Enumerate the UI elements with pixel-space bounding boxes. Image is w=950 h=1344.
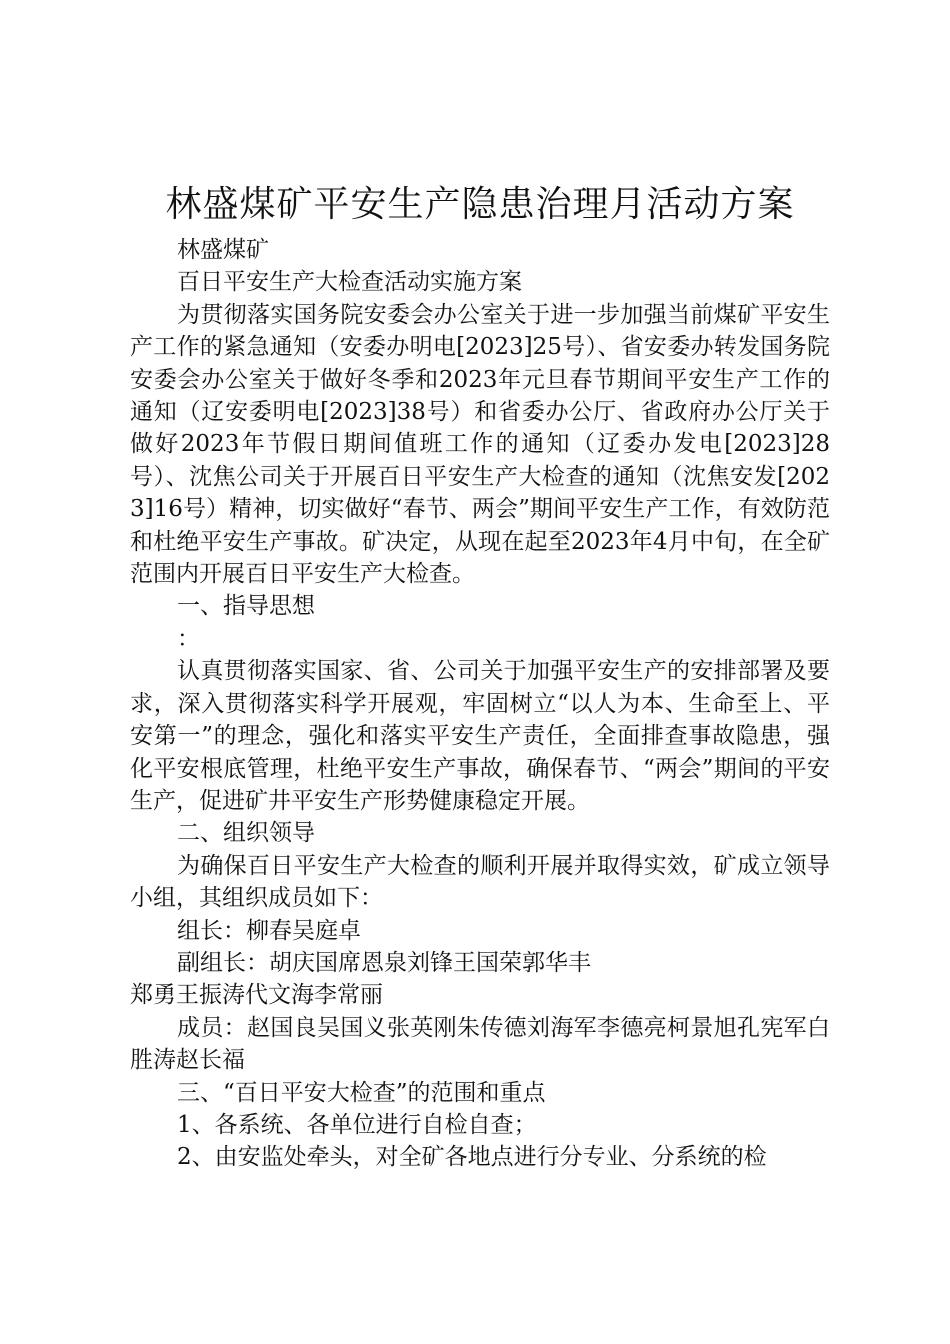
deputy-leader-line: 副组长：胡庆国席恩泉刘锋王国荣郭华丰 (177, 949, 591, 976)
intro-paragraph: 为贯彻落实国务院安委会办公室关于进一步加强当前煤矿平安生产工作的紧急通知（安委办明电[2023]25号）、省安委办转发国务院安委会办公室关于做好冬季和2023年元旦春节期间平安生产工作的通知（辽安委明电[2023]38号）和省委办公厅、省政府办公厅关于做好2023年节假日期间值班工作的通知（辽委办发电[2023]28号）、沈焦公司关于开展百日平安生产大检查的通知（沈焦安发[2023]16号）精神，切实做好“春节、两会”期间平安生产工作，有效防范和杜绝平安生产事故。矿决定，从现在起至2023年4月中旬，在全矿范围内开展百日平安生产大检查。 (130, 301, 830, 588)
document-title: 林盛煤矿平安生产隐患治理月活动方案 (165, 184, 795, 225)
guiding-thought-paragraph: 认真贯彻落实国家、省、公司关于加强平安生产的安排部署及要求，深入贯彻落实科学开展观，牢固树立“以人为本、生命至上、平安第一”的理念，强化和落实平安生产责任，全面排查事故隐患，强化平安根底管理，杜绝平安生产事故，确保春节、“两会”期间的平安生产，促进矿井平安生产形势健康稳定开展。 (130, 658, 830, 814)
mine-name: 林盛煤矿 (177, 237, 269, 263)
scope-item-1: 1、各系统、各单位进行自检自查； (177, 1111, 537, 1138)
plan-subtitle: 百日平安生产大检查活动实施方案 (177, 269, 522, 296)
group-leader-line: 组长：柳春吴庭卓 (177, 917, 361, 944)
document-page (130, 180, 830, 1174)
deputy-leader-continued-line: 郑勇王振涛代文海李常丽 (130, 982, 383, 1009)
colon-line: ： (177, 625, 200, 652)
section-heading-organization: 二、组织领导 (177, 820, 315, 847)
section-heading-guiding-thought: 一、指导思想 (177, 593, 315, 620)
section-heading-scope: 三、“百日平安大检查”的范围和重点 (177, 1079, 546, 1106)
scope-item-2: 2、由安监处牵头，对全矿各地点进行分专业、分系统的检 (177, 1144, 767, 1171)
organization-paragraph: 为确保百日平安生产大检查的顺利开展并取得实效，矿成立领导小组，其组织成员如下： (130, 852, 830, 912)
members-paragraph: 成员：赵国良吴国义张英刚朱传德刘海军李德亮柯景旭孔宪军白胜涛赵长福 (130, 1014, 830, 1074)
